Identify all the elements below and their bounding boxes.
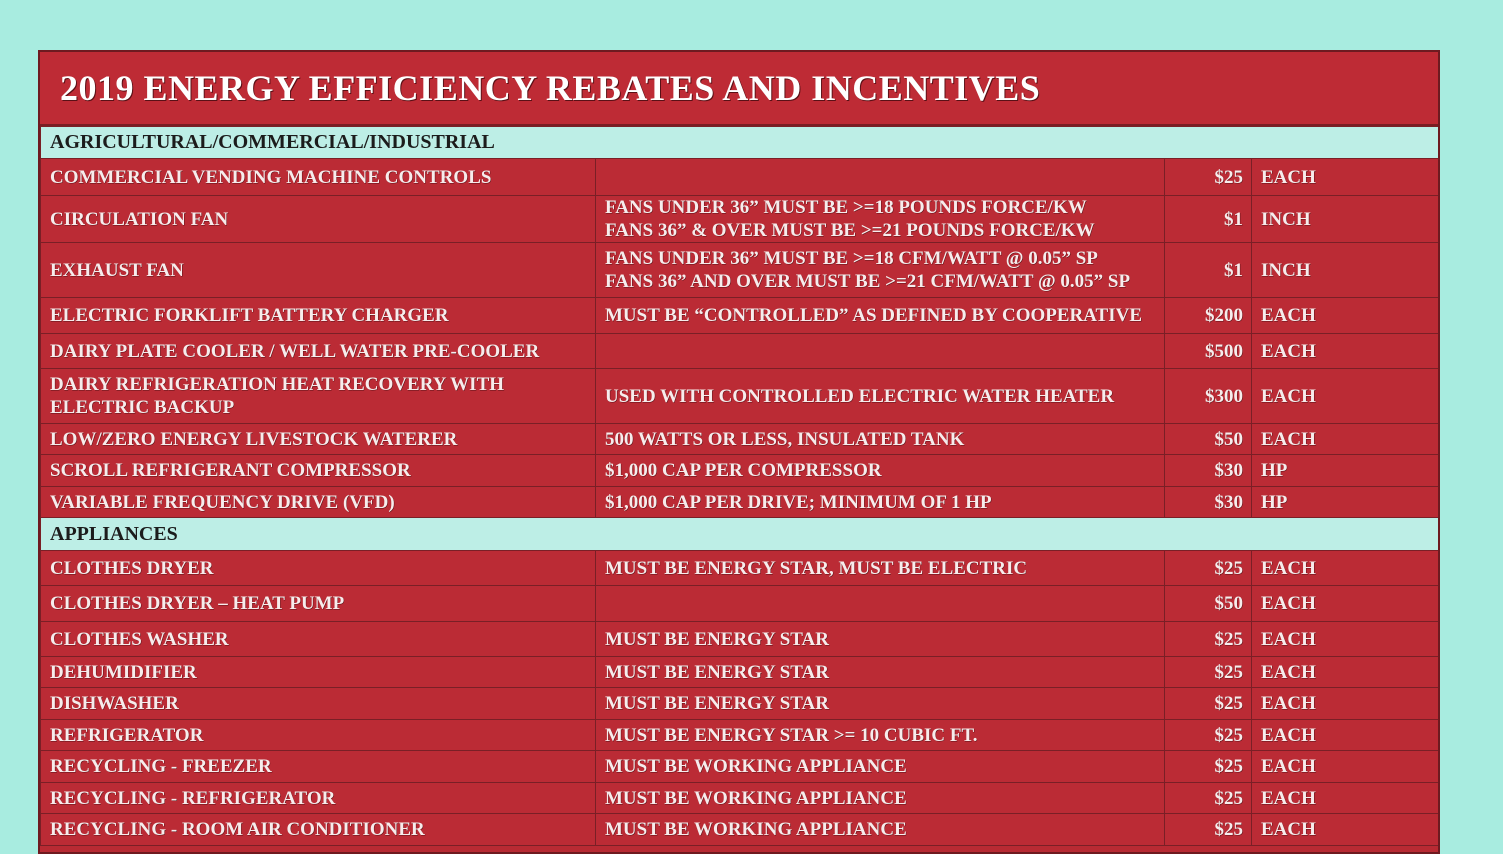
unit-cell: EACH xyxy=(1252,783,1441,814)
amount-cell: $25 xyxy=(1165,622,1252,657)
amount-cell: $200 xyxy=(1165,298,1252,334)
unit-cell: INCH xyxy=(1252,243,1441,298)
item-cell: DEHUMIDIFIER xyxy=(41,657,596,688)
unit-cell: HP xyxy=(1252,487,1441,518)
unit-cell: EACH xyxy=(1252,814,1441,846)
table-row xyxy=(41,196,1441,243)
requirement-cell: MUST BE WORKING APPLIANCE xyxy=(596,751,1165,783)
item-cell: RECYCLING - ROOM AIR CONDITIONER xyxy=(41,814,596,846)
table-row xyxy=(41,455,1441,487)
requirement-cell: 500 WATTS OR LESS, INSULATED TANK xyxy=(596,424,1165,455)
amount-cell: $1 xyxy=(1165,196,1252,243)
requirement-cell: USED WITH CONTROLLED ELECTRIC WATER HEATER xyxy=(596,369,1165,424)
unit-cell: INCH xyxy=(1252,196,1441,243)
section-heading: AGRICULTURAL/COMMERCIAL/INDUSTRIAL xyxy=(41,127,1441,159)
requirement-cell: MUST BE WORKING APPLIANCE xyxy=(596,783,1165,814)
unit-cell: EACH xyxy=(1252,720,1441,751)
table-row xyxy=(41,586,1441,622)
item-cell: RECYCLING - REFRIGERATOR xyxy=(41,783,596,814)
rebates-sheet xyxy=(38,50,1440,854)
table-row xyxy=(41,783,1441,814)
item-cell: EXHAUST FAN xyxy=(41,243,596,298)
cell-line: FANS 36” AND OVER MUST BE >=21 CFM/WATT @ 0.05” SP xyxy=(605,271,1131,292)
unit-cell: EACH xyxy=(1252,751,1441,783)
unit-cell: HP xyxy=(1252,455,1441,487)
requirement-cell: MUST BE ENERGY STAR, MUST BE ELECTRIC xyxy=(596,551,1165,586)
amount-cell: $25 xyxy=(1165,688,1252,720)
unit-cell: EACH xyxy=(1252,657,1441,688)
amount-cell: $25 xyxy=(1165,159,1252,196)
requirement-cell: MUST BE WORKING APPLIANCE xyxy=(596,814,1165,846)
item-cell: CLOTHES DRYER xyxy=(41,551,596,586)
amount-cell: $300 xyxy=(1165,369,1252,424)
cell-line: ELECTRIC BACKUP xyxy=(50,397,235,418)
item-cell xyxy=(41,369,596,424)
unit-cell: EACH xyxy=(1252,298,1441,334)
amount-cell: $25 xyxy=(1165,720,1252,751)
table-row xyxy=(41,334,1441,369)
amount-cell: $30 xyxy=(1165,455,1252,487)
table-row xyxy=(41,424,1441,455)
amount-cell: $500 xyxy=(1165,334,1252,369)
amount-cell: $25 xyxy=(1165,657,1252,688)
title-bar xyxy=(40,52,1438,126)
unit-cell: EACH xyxy=(1252,622,1441,657)
amount-cell: $25 xyxy=(1165,814,1252,846)
requirement-cell: MUST BE ENERGY STAR xyxy=(596,622,1165,657)
item-cell: SCROLL REFRIGERANT COMPRESSOR xyxy=(41,455,596,487)
table-row xyxy=(41,814,1441,846)
item-cell: DAIRY PLATE COOLER / WELL WATER PRE-COOLER xyxy=(41,334,596,369)
table-row xyxy=(41,369,1441,424)
table-row xyxy=(41,751,1441,783)
item-cell: ELECTRIC FORKLIFT BATTERY CHARGER xyxy=(41,298,596,334)
table-row xyxy=(41,657,1441,688)
requirement-cell xyxy=(596,159,1165,196)
item-cell: REFRIGERATOR xyxy=(41,720,596,751)
requirement-cell xyxy=(596,196,1165,243)
requirement-cell: $1,000 CAP PER DRIVE; MINIMUM OF 1 HP xyxy=(596,487,1165,518)
table-row xyxy=(41,622,1441,657)
table-row xyxy=(41,720,1441,751)
requirement-cell xyxy=(596,334,1165,369)
item-cell: CLOTHES DRYER – HEAT PUMP xyxy=(41,586,596,622)
rebates-table xyxy=(40,126,1440,846)
cell-line: FANS UNDER 36” MUST BE >=18 CFM/WATT @ 0.05” SP xyxy=(605,248,1098,269)
unit-cell: EACH xyxy=(1252,159,1441,196)
requirement-cell: MUST BE ENERGY STAR >= 10 CUBIC FT. xyxy=(596,720,1165,751)
table-row xyxy=(41,487,1441,518)
amount-cell: $50 xyxy=(1165,586,1252,622)
cell-line: DAIRY REFRIGERATION HEAT RECOVERY WITH xyxy=(50,374,505,395)
item-cell: LOW/ZERO ENERGY LIVESTOCK WATERER xyxy=(41,424,596,455)
amount-cell: $25 xyxy=(1165,783,1252,814)
table-row xyxy=(41,298,1441,334)
requirement-cell xyxy=(596,243,1165,298)
item-cell: COMMERCIAL VENDING MACHINE CONTROLS xyxy=(41,159,596,196)
cell-line: FANS UNDER 36” MUST BE >=18 POUNDS FORCE/KW xyxy=(605,197,1087,218)
item-cell: RECYCLING - FREEZER xyxy=(41,751,596,783)
unit-cell: EACH xyxy=(1252,369,1441,424)
requirement-cell: MUST BE ENERGY STAR xyxy=(596,657,1165,688)
section-heading: APPLIANCES xyxy=(41,518,1441,551)
unit-cell: EACH xyxy=(1252,551,1441,586)
section-header-row xyxy=(41,518,1441,551)
requirement-cell: MUST BE “CONTROLLED” AS DEFINED BY COOPERATIVE xyxy=(596,298,1165,334)
amount-cell: $1 xyxy=(1165,243,1252,298)
item-cell: VARIABLE FREQUENCY DRIVE (VFD) xyxy=(41,487,596,518)
item-cell: DISHWASHER xyxy=(41,688,596,720)
item-cell: CLOTHES WASHER xyxy=(41,622,596,657)
table-row xyxy=(41,688,1441,720)
table-row xyxy=(41,551,1441,586)
amount-cell: $25 xyxy=(1165,751,1252,783)
requirement-cell: $1,000 CAP PER COMPRESSOR xyxy=(596,455,1165,487)
requirement-cell: MUST BE ENERGY STAR xyxy=(596,688,1165,720)
amount-cell: $50 xyxy=(1165,424,1252,455)
unit-cell: EACH xyxy=(1252,424,1441,455)
table-row xyxy=(41,243,1441,298)
cell-line: FANS 36” & OVER MUST BE >=21 POUNDS FORCE/KW xyxy=(605,220,1095,241)
unit-cell: EACH xyxy=(1252,688,1441,720)
page-title: 2019 ENERGY EFFICIENCY REBATES AND INCENTIVES xyxy=(60,68,1041,108)
section-header-row xyxy=(41,127,1441,159)
table-row xyxy=(41,159,1441,196)
unit-cell: EACH xyxy=(1252,334,1441,369)
amount-cell: $25 xyxy=(1165,551,1252,586)
unit-cell: EACH xyxy=(1252,586,1441,622)
requirement-cell xyxy=(596,586,1165,622)
item-cell: CIRCULATION FAN xyxy=(41,196,596,243)
amount-cell: $30 xyxy=(1165,487,1252,518)
rebates-table-body xyxy=(41,127,1441,846)
